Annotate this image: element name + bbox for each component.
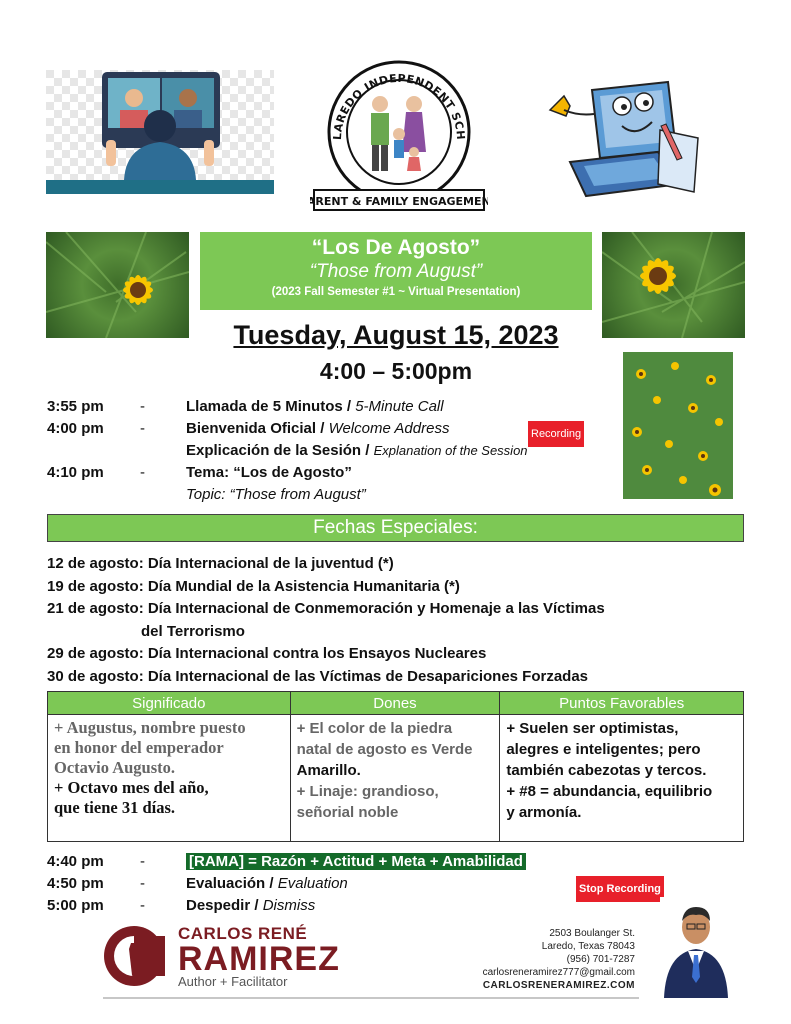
dones-cell xyxy=(290,715,500,842)
agenda-title: Bienvenida Oficial xyxy=(186,420,317,437)
banner-title: “Los De Agosto” xyxy=(311,236,481,259)
contact-block xyxy=(483,927,635,992)
agenda-dash: - xyxy=(140,398,145,415)
sunflower-photo-left xyxy=(46,232,189,338)
computer-mascot-illustration xyxy=(548,80,703,202)
stop-recording-badge: Stop Recording xyxy=(576,876,664,902)
agenda-time: 5:00 pm xyxy=(47,897,104,914)
contact-email[interactable]: carlosreneramirez777@gmail.com xyxy=(482,967,635,978)
agenda-separator: / xyxy=(265,875,278,892)
sunflower-photo-right xyxy=(602,232,745,338)
list-item: 12 de agosto: Día Internacional de la juventud (*) xyxy=(47,555,394,572)
banner-subtitle: “Those from August” xyxy=(309,261,483,282)
agenda-translation: Dismiss xyxy=(262,897,316,914)
brand-name xyxy=(178,924,340,989)
table-row xyxy=(48,715,744,842)
agenda-row xyxy=(0,440,791,462)
cell-line: alegres e inteligentes; pero xyxy=(506,741,701,758)
agenda-dash: - xyxy=(140,897,145,914)
table-header-row xyxy=(48,692,744,715)
agenda-title: Evaluación xyxy=(186,875,266,892)
recording-badge: Recording xyxy=(528,421,584,447)
cell-line: también cabezotas y tercos. xyxy=(506,762,707,779)
agenda-time: 4:40 pm xyxy=(47,853,104,870)
title-banner xyxy=(200,232,592,310)
cell-line: + Suelen ser optimistas, xyxy=(506,720,679,737)
agenda-title: Tema: “Los de Agosto” xyxy=(186,464,352,481)
event-time: 4:00 – 5:00pm xyxy=(319,358,473,384)
table-header: Significado xyxy=(48,692,291,715)
author-photo xyxy=(660,897,732,998)
district-logo xyxy=(310,60,488,212)
event-date: Tuesday, August 15, 2023 xyxy=(233,320,559,350)
agenda-dash: - xyxy=(140,853,145,870)
agenda-separator: / xyxy=(316,420,329,437)
cell-line: + Octavo mes del año, xyxy=(54,778,209,797)
cell-line: natal de agosto es Verde xyxy=(296,741,473,758)
agenda-separator: / xyxy=(342,398,356,415)
cell-line: señorial noble xyxy=(296,804,399,821)
agenda-title: Despedir xyxy=(186,897,251,914)
video-call-illustration xyxy=(46,70,274,194)
list-item: 30 de agosto: Día Internacional de las Víctimas de Desapariciones Forzadas xyxy=(47,667,589,685)
table-header: Puntos Favorables xyxy=(500,692,744,715)
list-item: 19 de agosto: Día Mundial de la Asistencia Humanitaria (*) xyxy=(47,577,460,595)
agenda-row xyxy=(0,851,791,873)
agenda-row xyxy=(0,462,791,484)
agenda-row xyxy=(0,396,791,418)
significado-cell xyxy=(48,715,291,842)
list-item: 29 de agosto: Día Internacional contra los Ensayos Nucleares xyxy=(47,645,487,662)
list-item: del Terrorismo xyxy=(141,622,245,640)
brand-logo-icon xyxy=(103,925,165,987)
rama-highlight: [RAMA] = Razón + Actitud + Meta + Amabilidad xyxy=(186,853,526,870)
agenda-time: 3:55 pm xyxy=(47,398,104,415)
agenda-row xyxy=(0,484,791,506)
agenda-time: 4:50 pm xyxy=(47,875,104,892)
agenda-translation: Explanation of the Session xyxy=(373,443,528,458)
agenda-dash: - xyxy=(140,464,145,481)
agenda-translation: 5-Minute Call xyxy=(355,398,444,415)
agenda-time: 4:10 pm xyxy=(47,464,104,481)
list-item: 21 de agosto: Día Internacional de Conmemoración y Homenaje a las Víctimas xyxy=(47,600,605,617)
cell-line: Octavio Augusto. xyxy=(54,758,176,777)
agenda-title: Explicación de la Sesión xyxy=(186,442,362,459)
agenda-separator: / xyxy=(361,442,374,459)
cell-line: Amarillo. xyxy=(296,762,361,779)
agenda-dash: - xyxy=(140,875,145,892)
agenda-translation: Evaluation xyxy=(277,875,348,892)
agenda-time: 4:00 pm xyxy=(47,420,104,437)
logo-ring-text: LAREDO INDEPENDENT SCH xyxy=(330,71,468,141)
logo-banner-text: ARENT & FAMILY ENGAGEMEN xyxy=(310,195,488,208)
contact-website[interactable]: CARLOSRENERAMIREZ.COM xyxy=(482,980,635,991)
contact-city: Laredo, Texas 78043 xyxy=(541,941,635,952)
puntos-cell xyxy=(500,715,744,842)
banner-note: (2023 Fall Semester #1 ~ Virtual Presentation) xyxy=(271,286,521,298)
cell-line: + El color de la piedra xyxy=(296,720,453,737)
agenda-dash: - xyxy=(140,420,145,437)
cell-line: y armonía. xyxy=(506,804,582,821)
cell-line: + Augustus, nombre puesto xyxy=(54,718,246,737)
agenda-row xyxy=(0,873,791,895)
special-dates-list xyxy=(47,553,605,688)
contact-street: 2503 Boulanger St. xyxy=(549,928,635,939)
agenda-title: Llamada de 5 Minutos xyxy=(186,398,343,415)
brand-last-name: RAMIREZ xyxy=(178,940,340,978)
meaning-table xyxy=(47,691,744,842)
agenda-translation: Topic: “Those from August” xyxy=(186,486,366,503)
special-dates-heading: Fechas Especiales: xyxy=(47,514,744,542)
brand-first-name: CARLOS RENÉ xyxy=(178,924,308,943)
cell-line: en honor del emperador xyxy=(54,738,224,757)
contact-phone: (956) 701-7287 xyxy=(566,954,635,965)
cell-line: que tiene 31 días. xyxy=(54,798,176,817)
cell-line: + Linaje: grandioso, xyxy=(296,783,439,800)
agenda-row xyxy=(0,418,791,440)
table-header: Dones xyxy=(290,692,500,715)
brand-tagline: Author + Facilitator xyxy=(178,974,288,989)
agenda-separator: / xyxy=(250,897,263,914)
agenda-translation: Welcome Address xyxy=(328,420,450,437)
agenda-top xyxy=(0,396,791,511)
footer-divider xyxy=(103,997,639,999)
cell-line: + #8 = abundancia, equilibrio xyxy=(506,783,713,800)
